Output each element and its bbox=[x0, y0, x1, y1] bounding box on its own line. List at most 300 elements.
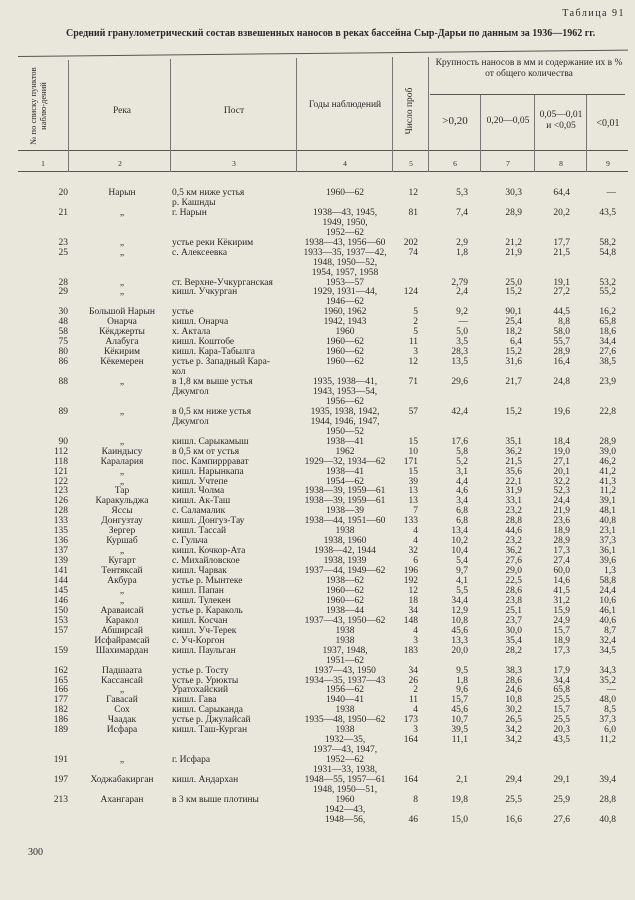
table-cell-c: 64,4 bbox=[553, 187, 570, 198]
table-cell-y: 1950—52 bbox=[326, 426, 364, 437]
table-cell-k: 171 bbox=[403, 456, 418, 467]
table-cell-p: кишл. Тулекен bbox=[172, 595, 231, 606]
table-cell-a: 1,8 bbox=[456, 247, 468, 258]
table-cell-d: 43,5 bbox=[599, 207, 616, 218]
table-cell-b: 25,0 bbox=[505, 277, 522, 288]
table-cell-c: 43,5 bbox=[553, 735, 570, 746]
table-cell-a: 10,8 bbox=[451, 615, 468, 626]
colnum-8: 8 bbox=[559, 159, 563, 168]
table-cell-k: 4 bbox=[413, 536, 418, 547]
table-cell-a: 3,5 bbox=[456, 337, 468, 348]
header-size-group: Крупность наносов в мм и содержание их в % от общего количества bbox=[435, 58, 623, 79]
table-cell-p: устье реки Кёкирим bbox=[172, 237, 254, 248]
table-cell-y: 1960—62 bbox=[326, 337, 364, 348]
table-cell-y: 1938 bbox=[335, 725, 355, 736]
table-cell-c: 24,4 bbox=[553, 496, 570, 507]
table-cell-y: 1937—43, 1950 bbox=[314, 665, 376, 676]
table-cell-n: 157 bbox=[53, 625, 68, 636]
table-cell-c: 17,3 bbox=[553, 546, 570, 557]
table-cell-a: 2,1 bbox=[456, 775, 468, 785]
table-cell-y: 1932—35, bbox=[324, 735, 366, 746]
table-cell-c: 29,1 bbox=[553, 775, 570, 785]
header-col-years: Годы наблюдений bbox=[308, 100, 382, 110]
table-cell-d: 48,0 bbox=[599, 695, 616, 706]
table-cell-n: 213 bbox=[53, 794, 68, 805]
table-cell-a: 9,2 bbox=[456, 307, 468, 318]
table-cell-y: 1938—44, 1951—60 bbox=[304, 516, 386, 527]
table-cell-n: 159 bbox=[53, 645, 68, 656]
table-cell-p: кишл. Косчан bbox=[172, 615, 228, 626]
table-cell-c: 31,2 bbox=[553, 595, 570, 606]
table-cell-d: 39,6 bbox=[599, 556, 616, 567]
table-cell-a: 34,4 bbox=[451, 595, 468, 606]
table-cell-b: 23,7 bbox=[505, 615, 522, 626]
colnum-3: 3 bbox=[232, 159, 236, 168]
header-top-rule bbox=[18, 50, 628, 57]
table-cell-n: 123 bbox=[53, 486, 68, 497]
table-cell-n: 28 bbox=[58, 277, 68, 288]
table-cell-a: 3,1 bbox=[456, 466, 468, 477]
table-cell-b: 34,2 bbox=[505, 735, 522, 746]
table-cell-b: 30,2 bbox=[505, 705, 522, 716]
table-cell-a: 28,3 bbox=[451, 347, 468, 358]
table-cell-a: 5,8 bbox=[456, 446, 468, 457]
table-cell-p: кишл. Паульган bbox=[172, 645, 236, 656]
table-cell-k: 12 bbox=[408, 187, 418, 198]
table-cell-r: „ bbox=[119, 685, 125, 696]
table-cell-d: 39,0 bbox=[599, 446, 616, 457]
table-cell-b: 44,6 bbox=[505, 526, 522, 537]
table-cell-n: 21 bbox=[58, 207, 68, 218]
table-cell-y: 1929—32, 1934—62 bbox=[304, 456, 386, 467]
table-cell-r: Зергер bbox=[108, 526, 136, 537]
table-cell-b: 28,6 bbox=[505, 675, 522, 686]
table-cell-n: 166 bbox=[53, 685, 68, 696]
col-divider bbox=[480, 95, 481, 172]
table-cell-y: 1948—55, 1957—61 bbox=[304, 775, 386, 785]
table-cell-c: 17,7 bbox=[553, 237, 570, 248]
table-cell-d: 39,1 bbox=[599, 496, 616, 507]
table-cell-r: „ bbox=[119, 436, 125, 447]
table-cell-d: 34,3 bbox=[599, 665, 616, 676]
table-cell-b: 16,6 bbox=[505, 814, 522, 825]
table-cell-c: 27,1 bbox=[553, 456, 570, 467]
table-cell-y: 1935—48, 1950—62 bbox=[304, 715, 386, 726]
table-cell-y: 1934—35, 1937—43 bbox=[304, 675, 386, 686]
table-cell-b: 36,2 bbox=[505, 446, 522, 457]
table-cell-d: 39,4 bbox=[599, 775, 616, 785]
table-cell-p: в 3 км выше плотины bbox=[172, 794, 259, 805]
table-cell-r: Акбура bbox=[107, 576, 137, 586]
table-cell-k: 81 bbox=[408, 207, 418, 218]
table-cell-k: 164 bbox=[403, 735, 418, 746]
table-cell-r: Кёкджерты bbox=[99, 327, 145, 338]
table-cell-n: 112 bbox=[54, 446, 68, 457]
table-cell-y: 1948—56, bbox=[324, 814, 366, 825]
table-cell-p: в 1,8 км выше устья bbox=[172, 377, 253, 387]
table-cell-n: 137 bbox=[53, 546, 68, 557]
table-cell-k: 4 bbox=[413, 526, 418, 537]
table-cell-y: 1943, 1953—54, bbox=[312, 386, 378, 397]
table-cell-k: 133 bbox=[403, 516, 418, 527]
table-cell-r: Падшаата bbox=[102, 665, 142, 676]
table-cell-r: Сох bbox=[114, 705, 130, 716]
table-cell-k: 2 bbox=[413, 317, 418, 328]
table-cell-a: 19,8 bbox=[451, 794, 468, 805]
col-divider bbox=[296, 58, 297, 172]
table-cell-y: 1951—62 bbox=[326, 655, 364, 666]
table-cell-r: Кёкемерен bbox=[100, 357, 144, 368]
table-cell-n: 25 bbox=[58, 247, 68, 258]
table-cell-c: 27,2 bbox=[553, 287, 570, 298]
table-cell-p: кишл. Чолма bbox=[172, 486, 225, 497]
table-cell-n: 197 bbox=[53, 775, 68, 785]
table-cell-n: 86 bbox=[58, 357, 68, 368]
table-cell-y: 1937—44, 1949—62 bbox=[304, 566, 386, 577]
table-cell-y: 1960—62 bbox=[326, 357, 364, 368]
table-cell-k: 39 bbox=[408, 476, 418, 487]
table-cell-r: „ bbox=[119, 247, 125, 258]
colnum-9: 9 bbox=[606, 159, 610, 168]
table-cell-d: 6,0 bbox=[604, 725, 616, 736]
table-cell-b: 31,6 bbox=[505, 357, 522, 368]
table-cell-d: 34,4 bbox=[599, 337, 616, 348]
table-cell-k: 5 bbox=[413, 327, 418, 338]
table-cell-b: 27,6 bbox=[505, 556, 522, 567]
table-cell-c: 19,1 bbox=[553, 277, 570, 288]
table-cell-d: 27,6 bbox=[599, 347, 616, 358]
table-cell-c: 20,1 bbox=[553, 466, 570, 477]
table-cell-b: 35,6 bbox=[505, 466, 522, 477]
table-cell-a: 45,6 bbox=[451, 705, 468, 716]
table-cell-k: 7 bbox=[413, 506, 418, 517]
table-cell-b: 36,2 bbox=[505, 546, 522, 557]
table-cell-c: 27,4 bbox=[553, 556, 570, 567]
table-cell-b: 6,4 bbox=[510, 337, 522, 348]
table-cell-d: 10,6 bbox=[599, 595, 616, 606]
table-cell-k: 13 bbox=[408, 486, 418, 497]
table-cell-a: 13,5 bbox=[451, 357, 468, 368]
table-cell-b: 15,2 bbox=[505, 406, 522, 417]
table-cell-b: 28,2 bbox=[505, 645, 522, 656]
table-cell-c: 27,6 bbox=[553, 814, 570, 825]
table-cell-y: 1956—62 bbox=[326, 685, 364, 696]
table-cell-y: 1938—44 bbox=[326, 605, 364, 616]
table-cell-d: 41,3 bbox=[599, 476, 616, 487]
table-cell-p: кишл. Андархан bbox=[172, 775, 239, 785]
table-cell-y: 1949, 1950, bbox=[322, 217, 368, 228]
table-cell-r: Тар bbox=[114, 486, 130, 497]
page-number: 300 bbox=[28, 847, 43, 858]
header-bottom-rule bbox=[18, 150, 628, 151]
table-cell-r: Большой Нарын bbox=[89, 307, 155, 318]
header-lt001: <0,01 bbox=[596, 118, 620, 129]
col-divider bbox=[392, 57, 393, 172]
table-cell-r: Араваисай bbox=[100, 605, 144, 616]
table-cell-y: 1929, 1931—44, bbox=[312, 287, 378, 298]
table-cell-c: 41,5 bbox=[553, 585, 570, 596]
table-cell-b: 29,0 bbox=[505, 566, 522, 577]
table-cell-y: 1938—39, 1959—61 bbox=[304, 496, 386, 507]
table-cell-y: 1938—39, 1959—61 bbox=[304, 486, 386, 497]
table-cell-c: 8,8 bbox=[558, 317, 570, 328]
table-cell-p: устье р. Караколь bbox=[172, 605, 243, 616]
table-cell-r: „ bbox=[119, 595, 125, 606]
table-cell-n: 58 bbox=[58, 327, 68, 338]
table-cell-b: 23,2 bbox=[505, 536, 522, 547]
table-cell-r: Каралария bbox=[100, 456, 144, 467]
table-cell-r: „ bbox=[119, 546, 125, 557]
table-cell-r: Кугарт bbox=[108, 556, 136, 567]
table-cell-k: 26 bbox=[408, 675, 418, 686]
table-cell-d: 40,8 bbox=[599, 516, 616, 527]
table-cell-y: 1931—33, 1938, bbox=[312, 765, 378, 776]
table-cell-y: 1954, 1957, 1958 bbox=[311, 267, 379, 278]
table-cell-a: 2,9 bbox=[456, 237, 468, 248]
table-cell-d: 22,8 bbox=[599, 406, 616, 417]
table-cell-r: „ bbox=[119, 406, 125, 417]
table-cell-b: 30,0 bbox=[505, 625, 522, 636]
table-cell-r: Алабуга bbox=[105, 337, 139, 348]
table-cell-p: кишл. Сарыканда bbox=[172, 705, 244, 716]
table-cell-c: 24,9 bbox=[553, 615, 570, 626]
table-cell-c: 24,8 bbox=[553, 377, 570, 387]
table-cell-d: — bbox=[606, 187, 616, 198]
table-cell-k: 11 bbox=[408, 695, 418, 706]
table-cell-k: 12 bbox=[408, 357, 418, 368]
table-cell-k: 4 bbox=[413, 705, 418, 716]
table-cell-y: 1940—41 bbox=[326, 695, 364, 706]
table-cell-n: 191 bbox=[53, 755, 68, 766]
table-cell-n: 177 bbox=[53, 695, 68, 706]
table-cell-c: 18,4 bbox=[553, 436, 570, 447]
table-cell-p: кишл. Кара-Табылга bbox=[172, 347, 255, 358]
table-cell-p: устье р. Джулайсай bbox=[172, 715, 251, 726]
table-cell-k: 173 bbox=[403, 715, 418, 726]
table-cell-n: 48 bbox=[58, 317, 68, 328]
table-cell-k: 3 bbox=[413, 725, 418, 736]
table-cell-b: 31,9 bbox=[505, 486, 522, 497]
table-cell-p: кишл. Коштобе bbox=[172, 337, 235, 348]
table-cell-y: 1954—62 bbox=[326, 476, 364, 487]
table-cell-n: 88 bbox=[58, 377, 68, 387]
table-cell-d: 32,4 bbox=[599, 635, 616, 646]
table-cell-c: 17,9 bbox=[553, 665, 570, 676]
table-cell-k: 148 bbox=[403, 615, 418, 626]
table-cell-b: 18,2 bbox=[505, 327, 522, 338]
table-cell-r: Тентяксай bbox=[101, 566, 143, 577]
table-cell-n: 144 bbox=[53, 576, 68, 586]
table-cell-c: 23,6 bbox=[553, 516, 570, 527]
table-cell-y: 1938, 1960 bbox=[323, 536, 367, 547]
table-cell-p: Уратохайский bbox=[172, 685, 229, 696]
table-cell-y: 1933—35, 1937—42, bbox=[303, 247, 387, 258]
table-cell-a: 9,7 bbox=[456, 566, 468, 577]
table-cell-y: 1960—62 bbox=[326, 347, 364, 358]
table-cell-d: 65,8 bbox=[599, 317, 616, 328]
table-cell-a: 5,0 bbox=[456, 327, 468, 338]
table-cell-p: кишл. Тассай bbox=[172, 526, 227, 537]
table-cell-n: 23 bbox=[58, 237, 68, 248]
table-cell-d: 11,2 bbox=[599, 735, 616, 746]
table-cell-d: 28,8 bbox=[599, 794, 616, 805]
table-cell-n: 80 bbox=[58, 347, 68, 358]
table-cell-c: 44,5 bbox=[553, 307, 570, 318]
table-cell-p: с. Уч-Коргон bbox=[172, 635, 225, 646]
table-cell-n: 122 bbox=[53, 476, 68, 487]
table-cell-p: с. Михайловское bbox=[172, 556, 240, 567]
table-cell-d: 38,5 bbox=[599, 357, 616, 368]
table-cell-k: 164 bbox=[403, 775, 418, 785]
table-cell-p: кишл. Донгуз-Тау bbox=[172, 516, 245, 527]
table-cell-c: 15,7 bbox=[553, 705, 570, 716]
table-cell-n: 186 bbox=[53, 715, 68, 726]
table-cell-c: 15,9 bbox=[553, 605, 570, 616]
table-cell-d: 46,2 bbox=[599, 456, 616, 467]
table-cell-r: Нарын bbox=[108, 187, 136, 198]
table-cell-c: 15,7 bbox=[553, 625, 570, 636]
table-cell-d: — bbox=[606, 685, 616, 696]
table-cell-d: 40,8 bbox=[599, 814, 616, 825]
table-cell-b: 28,8 bbox=[505, 516, 522, 527]
header-col-river: Река bbox=[112, 106, 132, 116]
table-cell-r: Онарча bbox=[107, 317, 137, 328]
table-cell-k: 57 bbox=[408, 406, 418, 417]
table-cell-a: 1,8 bbox=[456, 675, 468, 686]
table-cell-c: 25,5 bbox=[553, 695, 570, 706]
table-cell-y: 1938—42, 1944 bbox=[314, 546, 376, 557]
table-cell-n: 141 bbox=[53, 566, 68, 577]
table-cell-n: 29 bbox=[58, 287, 68, 298]
table-cell-c: 18,9 bbox=[553, 526, 570, 537]
table-cell-k: 71 bbox=[408, 377, 418, 387]
table-cell-c: 52,3 bbox=[553, 486, 570, 497]
table-cell-r: Шахимардан bbox=[95, 645, 149, 656]
table-cell-p: кишл. Уч-Терек bbox=[172, 625, 237, 636]
table-cell-k: 11 bbox=[408, 337, 418, 348]
table-cell-b: 35,1 bbox=[505, 436, 522, 447]
table-cell-b: 38,3 bbox=[505, 665, 522, 676]
table-cell-b: 22,5 bbox=[505, 576, 522, 586]
table-cell-p: с. Гульча bbox=[172, 536, 208, 547]
colnum-2: 2 bbox=[118, 159, 122, 168]
table-cell-r: Чаадак bbox=[107, 715, 137, 726]
table-cell-a: 17,6 bbox=[451, 436, 468, 447]
table-cell-k: 12 bbox=[408, 585, 418, 596]
table-cell-p: в 0,5 км ниже устья bbox=[172, 406, 252, 417]
table-cell-r: Ахангаран bbox=[100, 794, 144, 805]
table-cell-n: 139 bbox=[53, 556, 68, 567]
table-cell-d: 53,2 bbox=[599, 277, 616, 288]
header-col-number: № по списку пунктов наблю-дений bbox=[28, 67, 48, 145]
table-cell-r: Ходжабакирган bbox=[90, 775, 154, 785]
table-cell-d: 1,3 bbox=[604, 566, 616, 577]
table-cell-d: 23,1 bbox=[599, 526, 616, 537]
table-cell-c: 20,2 bbox=[553, 207, 570, 218]
table-cell-k: 15 bbox=[408, 436, 418, 447]
table-cell-y: 1937—43, 1950—62 bbox=[304, 615, 386, 626]
table-cell-r: „ bbox=[119, 476, 125, 487]
table-cell-d: 58,2 bbox=[599, 237, 616, 248]
table-cell-p: кишл. Учкурган bbox=[172, 287, 238, 298]
table-cell-c: 19,0 bbox=[553, 446, 570, 457]
table-cell-k: 34 bbox=[408, 605, 418, 616]
table-cell-k: 32 bbox=[408, 546, 418, 557]
table-cell-k: 10 bbox=[408, 446, 418, 457]
table-cell-k: 3 bbox=[413, 635, 418, 646]
table-cell-k: 192 bbox=[403, 576, 418, 586]
table-cell-c: 21,5 bbox=[553, 247, 570, 258]
table-cell-n: 136 bbox=[53, 536, 68, 547]
table-cell-y: 1960 bbox=[335, 794, 355, 805]
table-cell-k: 202 bbox=[403, 237, 418, 248]
table-cell-b: 21,5 bbox=[505, 456, 522, 467]
table-cell-r: Каракол bbox=[105, 615, 139, 626]
table-cell-y: 1962 bbox=[335, 446, 355, 457]
table-cell-p: 0,5 км ниже устья bbox=[172, 187, 245, 198]
table-cell-p: г. Нарын bbox=[172, 207, 207, 218]
table-cell-y: 1938—43, 1956—60 bbox=[304, 237, 386, 248]
table-cell-y: 1938 bbox=[335, 526, 355, 537]
table-cell-p: кишл. Чарвак bbox=[172, 566, 227, 577]
table-cell-r: Исфайрамсай bbox=[94, 635, 150, 646]
col-divider bbox=[170, 59, 171, 172]
table-cell-y: 1952—62 bbox=[326, 755, 364, 766]
table-cell-r: „ bbox=[119, 585, 125, 596]
table-cell-y: 1938 bbox=[335, 705, 355, 716]
table-cell-y: 1953—57 bbox=[326, 277, 364, 288]
table-cell-k: 3 bbox=[413, 347, 418, 358]
table-cell-b: 35,4 bbox=[505, 635, 522, 646]
table-cell-y: 1960, 1962 bbox=[323, 307, 367, 318]
table-cell-r: Кассансай bbox=[101, 675, 143, 686]
table-cell-y: 1938—62 bbox=[326, 576, 364, 586]
table-cell-p: кишл. Сарыкамыш bbox=[172, 436, 249, 447]
table-cell-n: 90 bbox=[58, 436, 68, 447]
table-cell-r: „ bbox=[119, 377, 125, 387]
table-cell-p: в 0,5 км от устья bbox=[172, 446, 240, 457]
table-cell-d: 18,6 bbox=[599, 327, 616, 338]
table-cell-p: х. Актала bbox=[172, 327, 211, 338]
table-cell-b: 25,1 bbox=[505, 605, 522, 616]
table-cell-y: 1938 bbox=[335, 635, 355, 646]
table-cell-d: 28,9 bbox=[599, 436, 616, 447]
table-cell-c: 58,0 bbox=[553, 327, 570, 338]
table-cell-d: 55,2 bbox=[599, 287, 616, 298]
table-cell-n: 121 bbox=[53, 466, 68, 477]
table-cell-a: 5,2 bbox=[456, 456, 468, 467]
table-title: Средний гранулометрический состав взвешенных наносов в реках бассейна Сыр-Дарьи по данным за 1936—1962 гг. bbox=[66, 28, 596, 39]
header-col-post: Пост bbox=[223, 106, 245, 116]
table-cell-p: устье р. Западный Кара- bbox=[172, 357, 271, 368]
table-cell-a: 45,6 bbox=[451, 625, 468, 636]
table-cell-b: 25,5 bbox=[505, 794, 522, 805]
table-cell-p: устье р. Мынтеке bbox=[172, 576, 243, 586]
table-cell-k: 8 bbox=[413, 794, 418, 805]
table-cell-b: 15,2 bbox=[505, 287, 522, 298]
table-cell-y: 1938—43, 1945, bbox=[312, 207, 378, 218]
table-cell-a: 10,4 bbox=[451, 546, 468, 557]
table-cell-a: 12,9 bbox=[451, 605, 468, 616]
colnum-5: 5 bbox=[409, 159, 413, 168]
table-cell-y: 1960 bbox=[335, 327, 355, 338]
table-cell-y: 1952—62 bbox=[326, 227, 364, 238]
table-cell-c: 28,9 bbox=[553, 536, 570, 547]
table-cell-d: 35,2 bbox=[599, 675, 616, 686]
table-cell-y: 1948, 1950—51, bbox=[312, 784, 378, 795]
table-cell-p: кишл. Таш-Курган bbox=[172, 725, 248, 736]
table-cell-p: кишл. Гава bbox=[172, 695, 217, 706]
